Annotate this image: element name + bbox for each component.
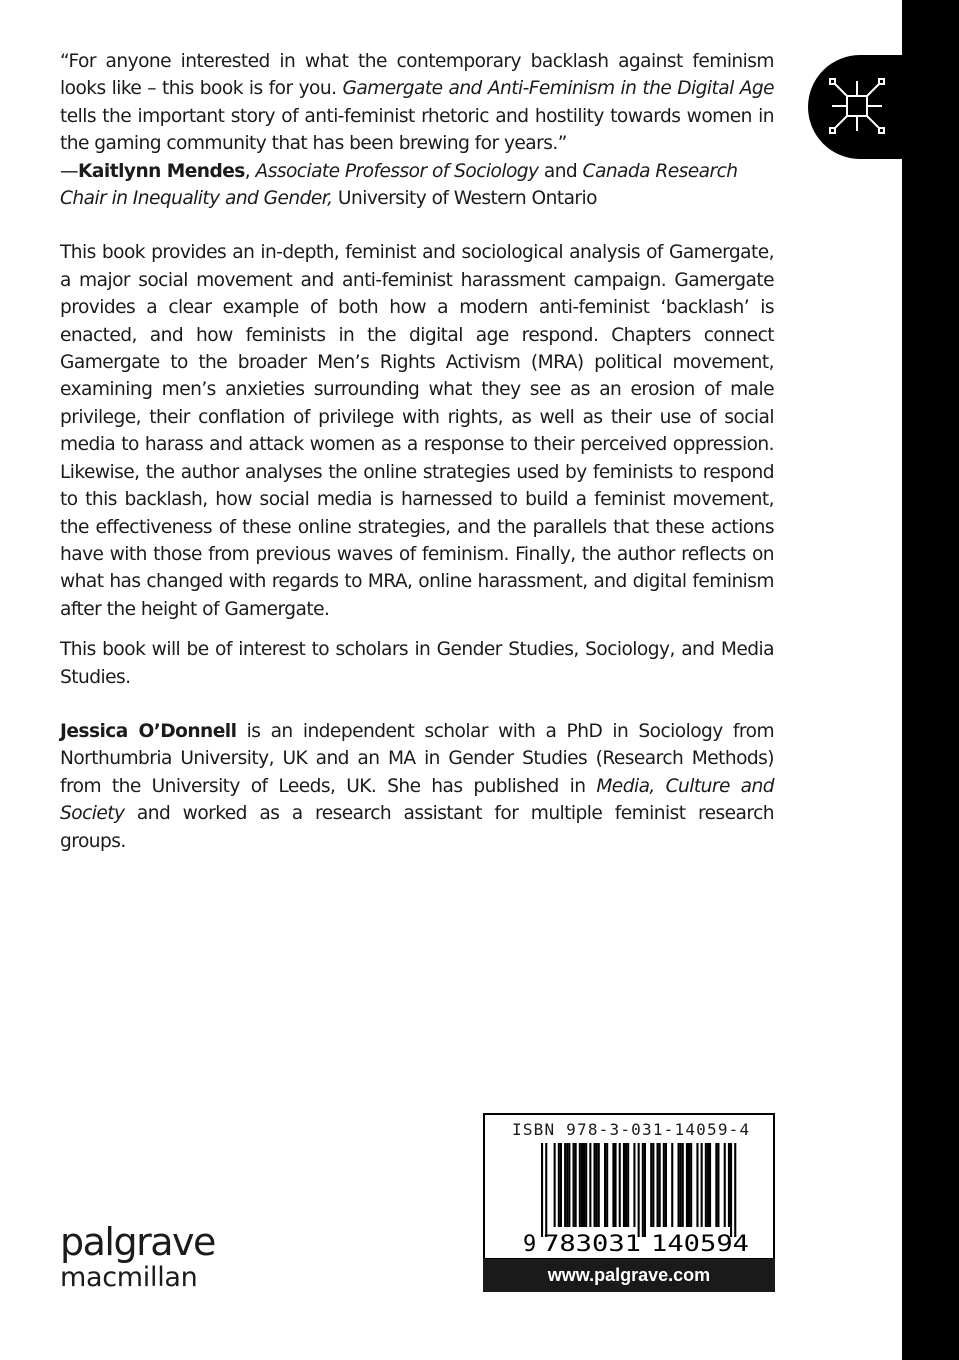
palgrave-network-logo-icon [826, 75, 888, 137]
barcode-bar [688, 1143, 690, 1227]
book-title: Gamergate and Anti-Feminism in the Digital Age [342, 78, 775, 100]
barcode-digits-left: 783031 [543, 1232, 641, 1257]
barcode-bar [663, 1143, 665, 1227]
barcode-bar [680, 1143, 682, 1227]
barcode-bar [554, 1143, 556, 1227]
barcode-bar [671, 1143, 673, 1227]
barcode-guard-bar [642, 1143, 644, 1237]
book-spine [902, 0, 959, 1360]
author-name: Jessica O’Donnell [60, 720, 237, 742]
barcode-bar [568, 1143, 570, 1227]
barcode-bar [604, 1143, 606, 1227]
barcode-bar [650, 1143, 652, 1227]
barcode-bar [625, 1143, 627, 1227]
barcode-bar [633, 1143, 635, 1227]
barcode-bar [682, 1143, 684, 1227]
barcode-bar [583, 1143, 585, 1227]
barcode-bar [728, 1143, 730, 1227]
endorsement-quote: “For anyone interested in what the contemporary backlash against feminism looks like – this book is for you. Gamergate and Anti-Feminism in the Digital Age tells the important story of anti-feminist rhetoric and hostility towards women in the gaming community that has been brewing for years.” [60, 51, 775, 155]
barcode-digit-first: 9 [523, 1232, 537, 1257]
isbn-barcode-box [483, 1113, 775, 1260]
barcode-bar [690, 1143, 692, 1227]
endorsement-attribution: —Kaitlynn Mendes, Associate Professor of Sociology and Canada Research Chair in Inequality and Gender, University of Western Ontario [60, 160, 738, 210]
barcode-guard-bar [730, 1143, 732, 1237]
publisher-logo [60, 1222, 215, 1294]
barcode-bar [678, 1143, 680, 1227]
barcode-bar [589, 1143, 591, 1227]
back-cover-text [60, 48, 774, 855]
barcode-bar [724, 1143, 726, 1227]
barcode-bar [696, 1143, 698, 1227]
barcode-digits-right: 140594 [651, 1232, 749, 1257]
barcode-guard-bar [545, 1143, 547, 1237]
barcode-bar [594, 1143, 596, 1227]
barcode-bar [581, 1143, 583, 1227]
barcode-bar [598, 1143, 600, 1227]
barcode-bar [686, 1143, 688, 1227]
barcode-guard-bar [638, 1143, 640, 1237]
barcode-bar [585, 1143, 587, 1227]
publisher-line2: macmillan [60, 1262, 198, 1293]
barcode-bar [606, 1143, 608, 1227]
barcode-bar [705, 1143, 707, 1227]
author-bio: Jessica O’Donnell is an independent scholar with a PhD in Sociology from Northumbria University, UK and an MA in Gender Studies (Research Methods) from the University of Leeds, UK. She has published in Media, Culture and Society and worked as a research assistant for multiple feminist research groups. [60, 720, 775, 852]
website-url: www.palgrave.com [483, 1259, 775, 1292]
book-description: This book provides an in-depth, feminist and sociological analysis of Gamergate, a major social movement and anti-feminist harassment campaign. Gamergate provides a clear example of both how a modern anti-feminist ‘backlash’ is enacted, and how feminists in the digital age respond. Chapters connect Gamergate to the broader Men’s Rights Activism (MRA) political movement, examining men’s anxieties surrounding what they see as an erosion of male privilege, their conflation of privilege with rights, as well as their use of social media to harass and attack women as a response to their perceived oppression. Likewise, the author analyses the online strategies used by feminists to respond to this backlash, how social media is harnessed to build a feminist movement, the effectiveness of these online strategies, and the parallels that these actions have with those from previous waves of feminism. Finally, the author reflects on what has changed with regards to MRA, online harassment, and digital feminism after the height of Gamergate. [60, 242, 774, 620]
journal-title: Media, Culture and Society [60, 775, 774, 825]
barcode-bar [665, 1143, 667, 1227]
barcode-bar [566, 1143, 568, 1227]
barcode-bar [560, 1143, 562, 1227]
barcode-bar [564, 1143, 566, 1227]
barcode-bar [573, 1143, 575, 1227]
barcode [485, 1115, 773, 1258]
barcode-bar [558, 1143, 560, 1227]
publisher-line1: palgrave [60, 1220, 215, 1264]
barcode-guard-bar [541, 1143, 543, 1237]
barcode-bar [709, 1143, 711, 1227]
barcode-bar [715, 1143, 717, 1227]
barcode-bar [657, 1143, 659, 1227]
barcode-bar [579, 1143, 581, 1227]
isbn-label: ISBN 978-3-031-14059-4 [512, 1120, 751, 1139]
series-logo-tab [808, 55, 902, 159]
audience-statement: This book will be of interest to scholars in Gender Studies, Sociology, and Media Studies. [60, 639, 774, 688]
barcode-guard-bar [734, 1143, 736, 1237]
barcode-bar [701, 1143, 703, 1227]
barcode-bar [612, 1143, 614, 1227]
barcode-bar [627, 1143, 629, 1227]
barcode-bar [596, 1143, 598, 1227]
barcode-bar [717, 1143, 719, 1227]
barcode-guard-bar [644, 1143, 646, 1237]
barcode-bar [659, 1143, 661, 1227]
barcode-bar [707, 1143, 709, 1227]
barcode-bar [575, 1143, 577, 1227]
barcode-bar [615, 1143, 617, 1227]
endorser-name: Kaitlynn Mendes [78, 160, 245, 182]
barcode-bar [652, 1143, 654, 1227]
barcode-bar [619, 1143, 621, 1227]
barcode-bar [623, 1143, 625, 1227]
